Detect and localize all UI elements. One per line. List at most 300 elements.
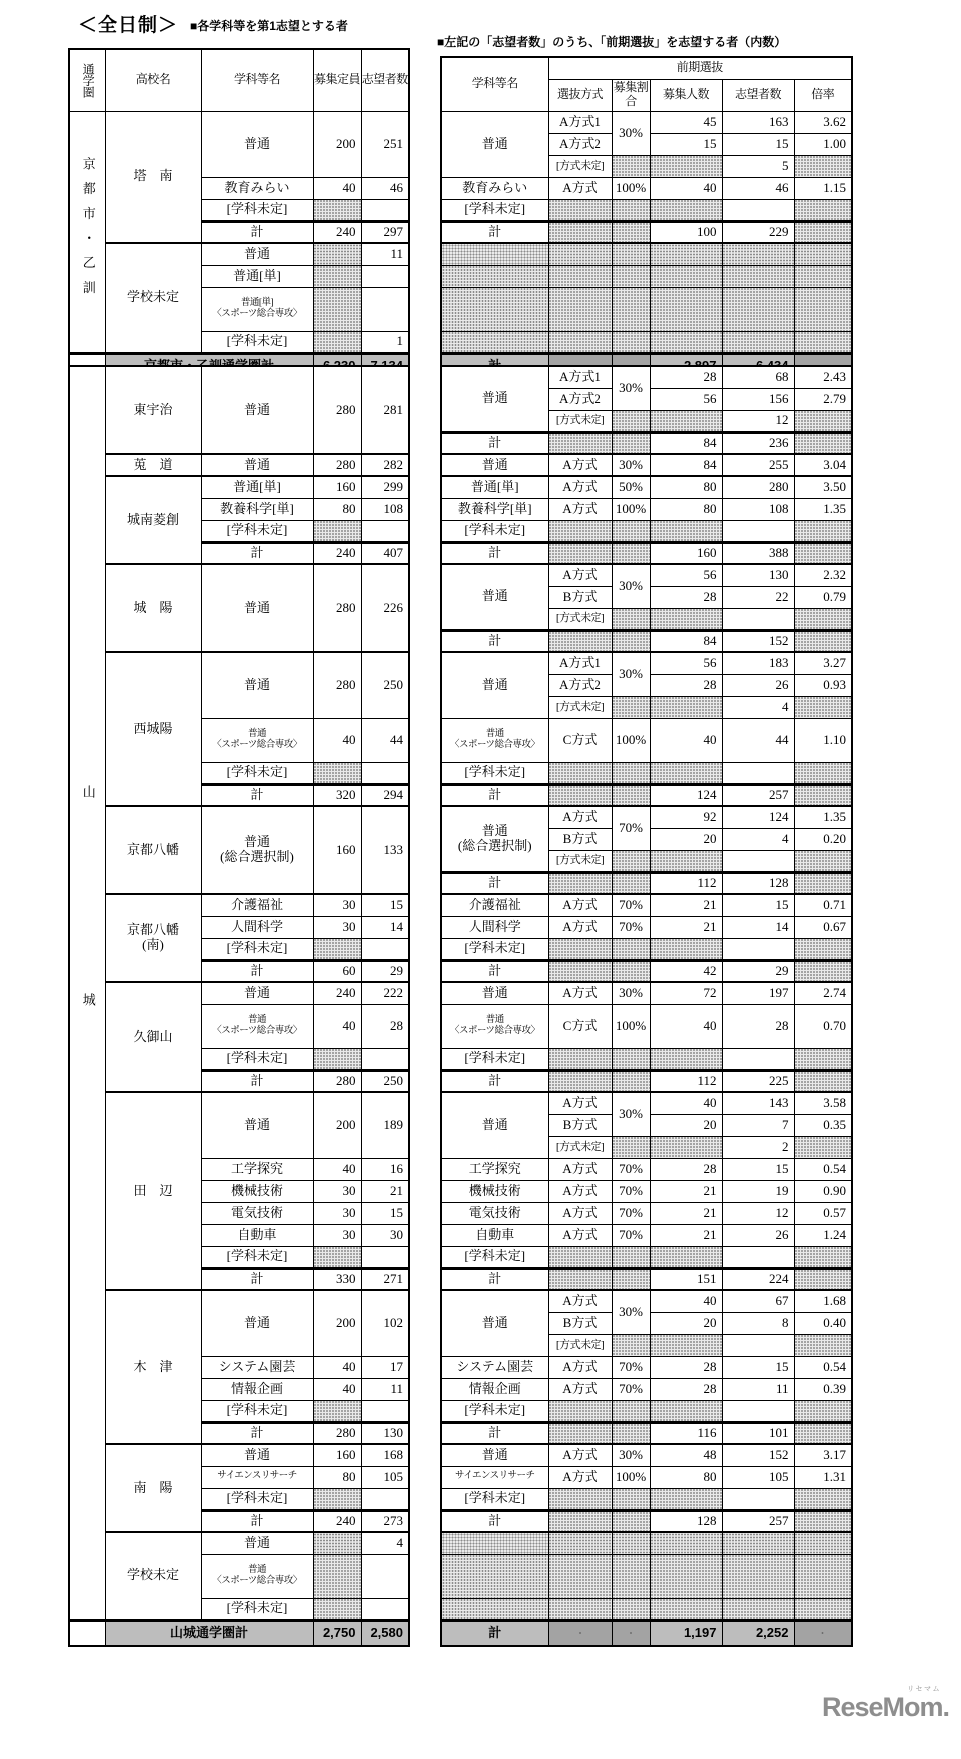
table-cell [794, 265, 852, 287]
table-cell: 14 [361, 916, 409, 938]
table-cell: 273 [361, 1510, 409, 1532]
table-cell: A方式 [548, 1092, 612, 1114]
table-cell: 70% [612, 1378, 650, 1400]
column-header-cell: 通学圏 [69, 49, 105, 111]
table-cell [722, 938, 794, 960]
table-cell: 普通 [441, 564, 548, 630]
table-cell: 70% [612, 894, 650, 916]
table-cell [441, 1532, 548, 1554]
table-cell [794, 850, 852, 872]
table-cell: 3.62 [794, 111, 852, 133]
table-cell [548, 762, 612, 784]
table-cell: 機械技術 [441, 1180, 548, 1202]
table-cell: 128 [650, 1510, 722, 1532]
table-cell: 102 [361, 1290, 409, 1356]
table-cell: 普通 [201, 366, 313, 454]
table-cell: 108 [722, 498, 794, 520]
table-cell [548, 1070, 612, 1092]
table-row [441, 1158, 852, 1180]
table-cell: A方式 [548, 1202, 612, 1224]
table-cell: 80 [313, 1466, 361, 1488]
school-name-cell: 西城陽 [105, 652, 201, 806]
table-cell: 2.32 [794, 564, 852, 586]
table-row [69, 1290, 409, 1312]
table-cell: [学科未定] [441, 199, 548, 221]
table-cell: 12 [722, 410, 794, 432]
table-cell: 15 [722, 1356, 794, 1378]
table-cell: 21 [650, 1202, 722, 1224]
table-cell: A方式 [548, 1224, 612, 1246]
table-row [69, 1092, 409, 1114]
table-cell: [学科未定] [201, 1048, 313, 1070]
table-cell: [学科未定] [441, 1048, 548, 1070]
table-cell: 152 [722, 1444, 794, 1466]
table-row [441, 366, 852, 388]
table-row [441, 476, 852, 498]
table-cell: 0.35 [794, 1114, 852, 1136]
table-cell [313, 243, 361, 265]
table-cell: 30% [612, 982, 650, 1004]
table-cell [612, 696, 650, 718]
table-cell: 46 [722, 177, 794, 199]
table-cell: 30% [612, 564, 650, 608]
table-cell [612, 1268, 650, 1290]
table-cell: [学科未定] [441, 520, 548, 542]
table-cell: 294 [361, 784, 409, 806]
table-cell [612, 1532, 650, 1554]
table-cell: [学科未定] [201, 938, 313, 960]
table-row [69, 1444, 409, 1466]
table-cell: 普通 〈スポーツ総合専攻〉 [441, 718, 548, 762]
table-row [441, 1224, 852, 1246]
column-header-cell: 倍率 [794, 79, 852, 111]
table-cell [548, 199, 612, 221]
table-cell: 130 [361, 1422, 409, 1444]
early-selection-table-kyoto-otokuni [440, 56, 853, 380]
table-cell: [方式未定] [548, 1334, 612, 1356]
school-name-cell: 城 陽 [105, 564, 201, 652]
table-cell [794, 762, 852, 784]
table-cell [548, 938, 612, 960]
table-cell [722, 243, 794, 265]
table-row [441, 454, 852, 476]
table-cell: A方式 [548, 894, 612, 916]
table-cell: 工学探究 [441, 1158, 548, 1180]
table-cell: 46 [361, 177, 409, 199]
table-cell: 143 [722, 1092, 794, 1114]
table-cell: 240 [313, 221, 361, 243]
table-cell: 15 [722, 133, 794, 155]
table-cell: 計 [441, 960, 548, 982]
table-cell: A方式1 [548, 111, 612, 133]
page-title: ＜全日制＞ [78, 15, 179, 36]
table-cell: 30% [612, 454, 650, 476]
resemom-logo [821, 1686, 949, 1723]
table-cell: 0.54 [794, 1356, 852, 1378]
table-cell: [方式未定] [548, 155, 612, 177]
early-selection-table-yamashiro [440, 365, 853, 1647]
table-cell: 情報企画 [441, 1378, 548, 1400]
table-cell: 1.68 [794, 1290, 852, 1312]
table-cell [612, 630, 650, 652]
table-cell: 0.79 [794, 586, 852, 608]
region-vertical-label: 山城 [69, 366, 105, 1620]
table-row [69, 894, 409, 916]
table-cell [650, 1048, 722, 1070]
table-cell [650, 155, 722, 177]
table-row [441, 1092, 852, 1114]
table-cell: 3.27 [794, 652, 852, 674]
table-cell: 30% [612, 1444, 650, 1466]
table-cell: 普通 〈スポーツ総合専攻〉 [201, 1004, 313, 1048]
table-cell [361, 1048, 409, 1070]
column-header-cell: 募集割合 [612, 79, 650, 111]
table-cell: 2.43 [794, 366, 852, 388]
table-cell: 200 [313, 1092, 361, 1158]
table-row [441, 177, 852, 199]
table-cell [313, 199, 361, 221]
table-row [441, 111, 852, 133]
logo-ruby-text: リセマム [907, 1686, 941, 1693]
table-cell: サイエンスリサーチ [441, 1466, 548, 1488]
table-cell: 240 [313, 1510, 361, 1532]
table-cell: B方式 [548, 828, 612, 850]
table-row [441, 1422, 852, 1444]
table-cell [548, 1246, 612, 1268]
table-cell: 2.74 [794, 982, 852, 1004]
table-cell: A方式2 [548, 674, 612, 696]
table-cell: 計 [201, 542, 313, 564]
table-row [441, 894, 852, 916]
table-cell: 15 [722, 1158, 794, 1180]
table-cell [794, 1422, 852, 1444]
table-row [441, 542, 852, 564]
table-row [441, 1598, 852, 1620]
table-cell: 0.20 [794, 828, 852, 850]
table-cell: 30 [313, 1202, 361, 1224]
table-cell [548, 1488, 612, 1510]
table-cell: 21 [650, 1224, 722, 1246]
table-cell [612, 1510, 650, 1532]
table-row [441, 1378, 852, 1400]
table-cell [722, 1048, 794, 1070]
table-row [441, 432, 852, 454]
table-cell: 116 [650, 1422, 722, 1444]
table-cell: [学科未定] [201, 1400, 313, 1422]
table-cell [612, 1422, 650, 1444]
table-cell: [学科未定] [201, 520, 313, 542]
table-row [441, 564, 852, 586]
table-cell: [学科未定] [441, 938, 548, 960]
table-cell: 普通 [441, 366, 548, 432]
table-cell [650, 1400, 722, 1422]
table-cell [612, 155, 650, 177]
table-row [441, 872, 852, 894]
table-cell: 人間科学 [441, 916, 548, 938]
table-cell: 普通 [201, 652, 313, 718]
table-row [441, 1268, 852, 1290]
table-cell: 計 [441, 1510, 548, 1532]
table-row [441, 960, 852, 982]
table-cell: 100 [650, 221, 722, 243]
table-cell: A方式 [548, 1356, 612, 1378]
table-row [441, 916, 852, 938]
table-cell [313, 1554, 361, 1598]
table-cell [794, 960, 852, 982]
table-cell: 普通 〈スポーツ総合専攻〉 [441, 1004, 548, 1048]
column-header-cell: 学科等名 [201, 49, 313, 111]
left-table-caption: ■各学科等を第1志望とする者 [190, 19, 348, 33]
column-header-cell: 募集定員 [313, 49, 361, 111]
table-row [441, 718, 852, 762]
table-cell: 計 [441, 630, 548, 652]
table-cell [722, 1246, 794, 1268]
table-cell [722, 1334, 794, 1356]
table-cell [794, 287, 852, 331]
table-cell: [学科未定] [201, 762, 313, 784]
table-cell [612, 331, 650, 353]
table-cell: A方式 [548, 454, 612, 476]
total-label: 山城通学圏計 [105, 1620, 313, 1646]
table-cell [548, 872, 612, 894]
table-cell: 80 [650, 476, 722, 498]
table-cell: 70% [612, 916, 650, 938]
table-cell: 15 [361, 1202, 409, 1224]
table-cell: 2,580 [361, 1620, 409, 1646]
table-cell: [方式未定] [548, 410, 612, 432]
table-cell: 200 [313, 1290, 361, 1356]
table-cell [794, 199, 852, 221]
table-cell [794, 1400, 852, 1422]
table-cell: 42 [650, 960, 722, 982]
table-cell [612, 1246, 650, 1268]
table-cell: 163 [722, 111, 794, 133]
table-cell: 40 [313, 1004, 361, 1048]
table-cell: 67 [722, 1290, 794, 1312]
table-cell [548, 287, 612, 331]
table-cell [313, 1488, 361, 1510]
table-cell [548, 784, 612, 806]
table-cell: 255 [722, 454, 794, 476]
table-cell: 普通 [441, 1444, 548, 1466]
column-header-cell: 選抜方式 [548, 79, 612, 111]
table-cell: 224 [722, 1268, 794, 1290]
table-cell [794, 243, 852, 265]
table-cell: 70% [612, 1224, 650, 1246]
school-name-cell: 田 辺 [105, 1092, 201, 1290]
table-cell: 257 [722, 784, 794, 806]
table-row [441, 1554, 852, 1598]
total-row [69, 1620, 409, 1646]
table-cell [361, 1246, 409, 1268]
table-cell [650, 608, 722, 630]
table-cell: 20 [650, 828, 722, 850]
table-cell: 100% [612, 718, 650, 762]
table-cell: 45 [650, 111, 722, 133]
table-cell [650, 265, 722, 287]
table-row [441, 806, 852, 828]
table-cell [650, 331, 722, 353]
applicants-table-yamashiro [68, 365, 410, 1647]
table-cell: 11 [722, 1378, 794, 1400]
table-cell: A方式 [548, 476, 612, 498]
table-cell [612, 960, 650, 982]
table-cell: 教育みらい [201, 177, 313, 199]
table-row [441, 199, 852, 221]
table-cell [441, 265, 548, 287]
column-header-cell: 募集人数 [650, 79, 722, 111]
table-cell [313, 762, 361, 784]
table-cell [548, 1422, 612, 1444]
table-cell [548, 542, 612, 564]
table-cell [794, 331, 852, 353]
table-cell [361, 762, 409, 784]
table-cell: 112 [650, 1070, 722, 1092]
table-row [441, 520, 852, 542]
school-name-cell: 塔 南 [105, 111, 201, 243]
table-cell [794, 1620, 852, 1646]
table-cell: A方式 [548, 1290, 612, 1312]
table-row [69, 454, 409, 476]
table-cell [441, 1598, 548, 1620]
table-cell: 101 [722, 1422, 794, 1444]
table-cell: 計 [441, 1422, 548, 1444]
table-cell: [学科未定] [201, 331, 313, 353]
school-name-cell: 南 陽 [105, 1444, 201, 1532]
table-cell [650, 1246, 722, 1268]
table-cell [313, 1532, 361, 1554]
table-cell [722, 1554, 794, 1598]
table-cell [548, 1620, 612, 1646]
table-cell: 189 [361, 1092, 409, 1158]
table-cell [548, 432, 612, 454]
table-cell: [学科未定] [201, 1246, 313, 1268]
table-cell [548, 630, 612, 652]
table-cell: 30% [612, 1092, 650, 1136]
table-cell [650, 1334, 722, 1356]
table-cell [548, 1554, 612, 1598]
table-cell: 普通 [441, 652, 548, 718]
table-row [441, 1488, 852, 1510]
table-row [69, 564, 409, 586]
header-row [441, 57, 852, 79]
table-cell: 160 [313, 806, 361, 894]
table-cell: システム園芸 [201, 1356, 313, 1378]
table-cell: A方式 [548, 1158, 612, 1180]
table-cell: 19 [722, 1180, 794, 1202]
table-cell: 30% [612, 1290, 650, 1334]
table-cell: 普通 (総合選択制) [201, 806, 313, 894]
table-cell: 299 [361, 476, 409, 498]
column-header-cell: 学科等名 [441, 57, 548, 111]
table-cell: 124 [722, 806, 794, 828]
table-cell: 0.93 [794, 674, 852, 696]
table-cell: 28 [650, 1356, 722, 1378]
table-cell: [方式未定] [548, 850, 612, 872]
table-cell [794, 155, 852, 177]
table-cell: 教養科学[単] [441, 498, 548, 520]
table-cell [612, 784, 650, 806]
table-cell: 29 [722, 960, 794, 982]
table-cell: [学科未定] [201, 199, 313, 221]
table-cell: 280 [313, 366, 361, 454]
table-cell: [学科未定] [201, 1488, 313, 1510]
table-cell [612, 199, 650, 221]
table-cell: 280 [722, 476, 794, 498]
table-cell: 普通 [441, 982, 548, 1004]
table-cell: 教養科学[単] [201, 498, 313, 520]
table-cell: A方式 [548, 982, 612, 1004]
school-name-cell: 木 津 [105, 1290, 201, 1444]
table-cell [548, 1598, 612, 1620]
table-cell: 28 [650, 1378, 722, 1400]
table-cell: 280 [313, 564, 361, 652]
table-cell [313, 287, 361, 331]
table-cell [548, 221, 612, 243]
table-cell: 計 [441, 542, 548, 564]
table-cell: B方式 [548, 1114, 612, 1136]
table-cell: 普通 [201, 1444, 313, 1466]
table-cell: 236 [722, 432, 794, 454]
table-cell [794, 872, 852, 894]
table-cell [794, 221, 852, 243]
table-cell: 108 [361, 498, 409, 520]
table-cell [650, 243, 722, 265]
table-cell: 30 [313, 1224, 361, 1246]
table-cell [361, 199, 409, 221]
table-cell: 280 [313, 652, 361, 718]
table-cell: 普通[単] [201, 476, 313, 498]
table-cell: 21 [361, 1180, 409, 1202]
table-row [69, 366, 409, 388]
table-cell [722, 287, 794, 331]
table-row [69, 111, 409, 133]
table-cell: 11 [361, 243, 409, 265]
table-cell: 100% [612, 1004, 650, 1048]
table-cell: 普通 [201, 243, 313, 265]
table-cell: 70% [612, 1356, 650, 1378]
table-cell: 普通[単] 〈スポーツ総合専攻〉 [201, 287, 313, 331]
table-cell [548, 1400, 612, 1422]
table-cell: 152 [722, 630, 794, 652]
column-header-cell: 高校名 [105, 49, 201, 111]
table-cell [313, 1048, 361, 1070]
table-cell: 17 [361, 1356, 409, 1378]
table-cell: 56 [650, 652, 722, 674]
table-cell: C方式 [548, 718, 612, 762]
table-row [441, 652, 852, 674]
table-cell [722, 265, 794, 287]
table-cell: 40 [650, 1290, 722, 1312]
table-cell [548, 331, 612, 353]
table-cell: 105 [361, 1466, 409, 1488]
table-row [441, 1048, 852, 1070]
table-cell: 計 [201, 1422, 313, 1444]
table-cell: A方式 [548, 1180, 612, 1202]
table-cell: 計 [201, 784, 313, 806]
table-row [441, 1356, 852, 1378]
table-cell: 280 [313, 1422, 361, 1444]
table-cell: A方式2 [548, 388, 612, 410]
table-cell: A方式1 [548, 652, 612, 674]
table-cell: 2.79 [794, 388, 852, 410]
column-header-cell: 志望者数 [361, 49, 409, 111]
table-cell: 普通 [201, 1290, 313, 1356]
table-cell: 8 [722, 1312, 794, 1334]
table-cell: 30% [612, 111, 650, 155]
table-cell: 407 [361, 542, 409, 564]
table-cell [548, 1268, 612, 1290]
